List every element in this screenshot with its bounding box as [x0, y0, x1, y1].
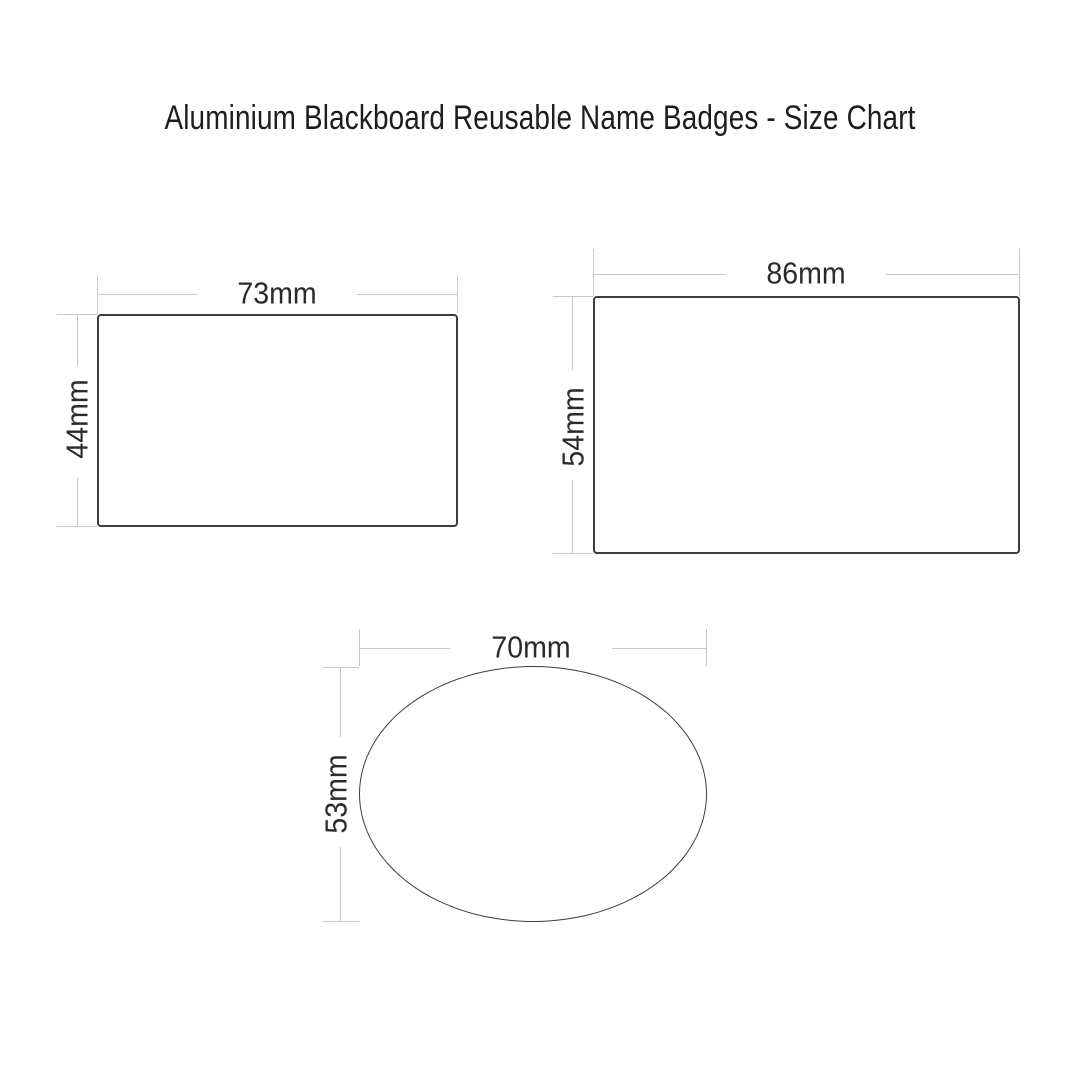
width-dim-line-left	[359, 648, 450, 649]
width-dim-line-left	[97, 294, 197, 295]
height-label: 54mm	[555, 387, 591, 467]
height-extension-line-bottom	[553, 553, 593, 554]
height-extension-line-bottom	[57, 526, 97, 527]
width-label: 70mm	[491, 629, 571, 665]
page-title-text: Aluminium Blackboard Reusable Name Badges - Size Chart	[164, 99, 916, 137]
width-dim-line-right	[357, 294, 458, 295]
badge-outline-rectangle	[593, 296, 1020, 554]
height-label: 53mm	[318, 754, 354, 834]
height-dim-line-bottom	[77, 478, 78, 527]
width-extension-line-left	[359, 629, 360, 666]
width-label: 86mm	[766, 255, 846, 291]
height-dim-line-bottom	[572, 480, 573, 554]
height-extension-line-top	[553, 296, 593, 297]
page-title	[0, 97, 1080, 139]
height-extension-line-top	[322, 667, 359, 668]
height-label: 44mm	[59, 379, 95, 459]
height-dim-line-bottom	[340, 847, 341, 922]
badge-outline-oval	[359, 666, 707, 922]
width-extension-line-left	[593, 249, 594, 296]
height-dim-line-top	[340, 667, 341, 737]
width-extension-line-right	[1019, 249, 1020, 296]
height-dim-line-top	[77, 314, 78, 366]
width-extension-line-left	[97, 275, 98, 314]
width-label: 73mm	[237, 275, 317, 311]
height-extension-line-top	[57, 314, 97, 315]
width-dim-line-left	[593, 274, 725, 275]
width-dim-line-right	[886, 274, 1020, 275]
badge-outline-rectangle	[97, 314, 458, 527]
width-dim-line-right	[612, 648, 707, 649]
height-extension-line-bottom	[322, 921, 359, 922]
width-extension-line-right	[706, 629, 707, 666]
width-extension-line-right	[457, 275, 458, 314]
height-dim-line-top	[572, 296, 573, 370]
